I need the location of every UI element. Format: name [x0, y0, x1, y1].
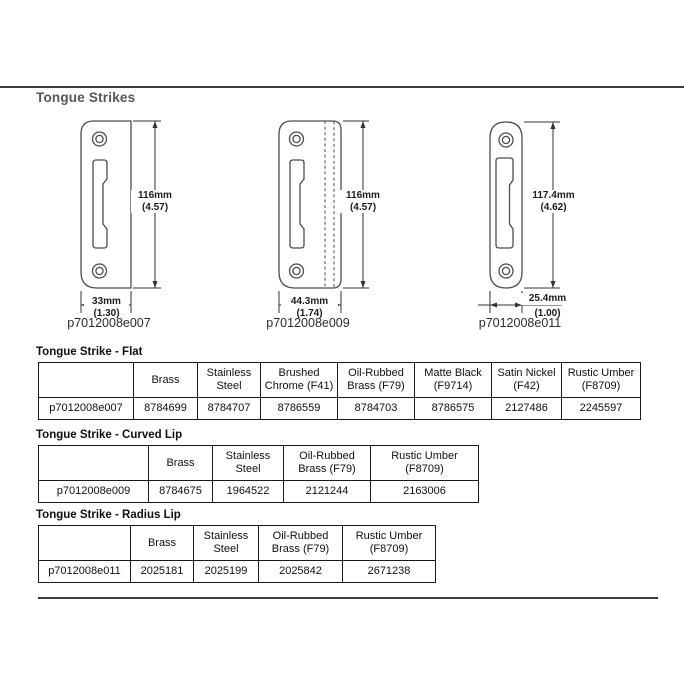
flat-height-mm: 116mm	[138, 190, 172, 201]
radius-lip-height-dimension	[527, 190, 580, 213]
flat-height-dimension	[131, 190, 179, 213]
curved-lip-width-mm: 44.3mm	[281, 296, 338, 308]
table-cell: 8784707	[198, 398, 261, 420]
table-header-cell: Rustic Umber (F8709)	[343, 526, 436, 561]
radius-lip-arrowheads	[490, 122, 556, 308]
table-cell: 2025199	[194, 561, 259, 583]
radius-lip-width-in: (1.00)	[534, 308, 561, 319]
table-header-cell: Stainless Steel	[194, 526, 259, 561]
radius-lip-height-mm: 117.4mm	[532, 190, 575, 201]
table-header-cell: Brass	[131, 526, 194, 561]
table-cell: 8784703	[338, 398, 415, 420]
table-title-radius-lip: Tongue Strike - Radius Lip	[36, 509, 181, 521]
table-header-cell: Satin Nickel (F42)	[492, 363, 562, 398]
curved-lip-part-number: p7012008e009	[266, 316, 350, 330]
table-cell: 2025842	[259, 561, 343, 583]
table-title-flat: Tongue Strike - Flat	[36, 346, 143, 358]
table-header-row	[39, 363, 641, 398]
page-title: Tongue Strikes	[36, 90, 136, 105]
curved-lip-dimension-lines	[279, 121, 369, 313]
radius-lip-part-number: p7012008e011	[478, 316, 562, 330]
table-cell: 8784699	[134, 398, 198, 420]
table-header-cell: Oil-Rubbed Brass (F79)	[284, 446, 371, 481]
flat-strike-drawing	[81, 121, 131, 288]
table-header-cell	[39, 526, 131, 561]
table-header-row	[39, 446, 479, 481]
table-cell: 2163006	[371, 481, 479, 503]
table-header-cell: Matte Black (F9714)	[415, 363, 492, 398]
curved-lip-height-in: (4.57)	[349, 201, 377, 213]
part-number-cell: p7012008e011	[39, 561, 131, 583]
flat-width-mm: 33mm	[84, 296, 129, 308]
flat-width-in: (1.30)	[93, 308, 120, 319]
table-cell: 2025181	[131, 561, 194, 583]
table-cell: 8786559	[261, 398, 338, 420]
table-header-cell: Brushed Chrome (F41)	[261, 363, 338, 398]
table-header-cell: Stainless Steel	[198, 363, 261, 398]
flat-part-number: p7012008e007	[67, 316, 151, 330]
curved-lip-width-in: (1.74)	[296, 308, 323, 319]
curved-lip-height-mm: 116mm	[346, 190, 380, 201]
table-cell: 8786575	[415, 398, 492, 420]
table-header-cell	[39, 363, 134, 398]
table-header-cell: Brass	[134, 363, 198, 398]
table-curved-lip	[38, 445, 479, 503]
curved-lip-height-dimension	[339, 190, 387, 213]
curved-lip-arrowheads	[279, 121, 366, 308]
table-header-cell: Brass	[149, 446, 213, 481]
table-header-cell	[39, 446, 149, 481]
table-header-row	[39, 526, 436, 561]
bottom-divider-line	[38, 597, 658, 599]
table-cell: 2121244	[284, 481, 371, 503]
radius-lip-height-in: (4.62)	[540, 201, 567, 213]
table-flat	[38, 362, 641, 420]
table-header-cell: Rustic Umber (F8709)	[371, 446, 479, 481]
table-row	[39, 481, 479, 503]
table-header-cell: Oil-Rubbed Brass (F79)	[338, 363, 415, 398]
part-number-cell: p7012008e007	[39, 398, 134, 420]
table-row	[39, 398, 641, 420]
table-radius-lip	[38, 525, 436, 583]
part-number-cell: p7012008e009	[39, 481, 149, 503]
table-cell: 2127486	[492, 398, 562, 420]
curved-lip-strike-drawing	[279, 121, 341, 288]
table-header-cell: Rustic Umber (F8709)	[562, 363, 641, 398]
table-header-cell: Oil-Rubbed Brass (F79)	[259, 526, 343, 561]
radius-lip-strike-drawing	[490, 122, 522, 288]
table-cell: 1964522	[213, 481, 284, 503]
radius-lip-width-mm: 25.4mm	[521, 293, 574, 305]
table-header-cell: Stainless Steel	[213, 446, 284, 481]
table-cell: 8784675	[149, 481, 213, 503]
table-title-curved-lip: Tongue Strike - Curved Lip	[36, 429, 183, 441]
table-cell: 2671238	[343, 561, 436, 583]
table-cell: 2245597	[562, 398, 641, 420]
table-row	[39, 561, 436, 583]
flat-height-in: (4.57)	[141, 201, 169, 213]
